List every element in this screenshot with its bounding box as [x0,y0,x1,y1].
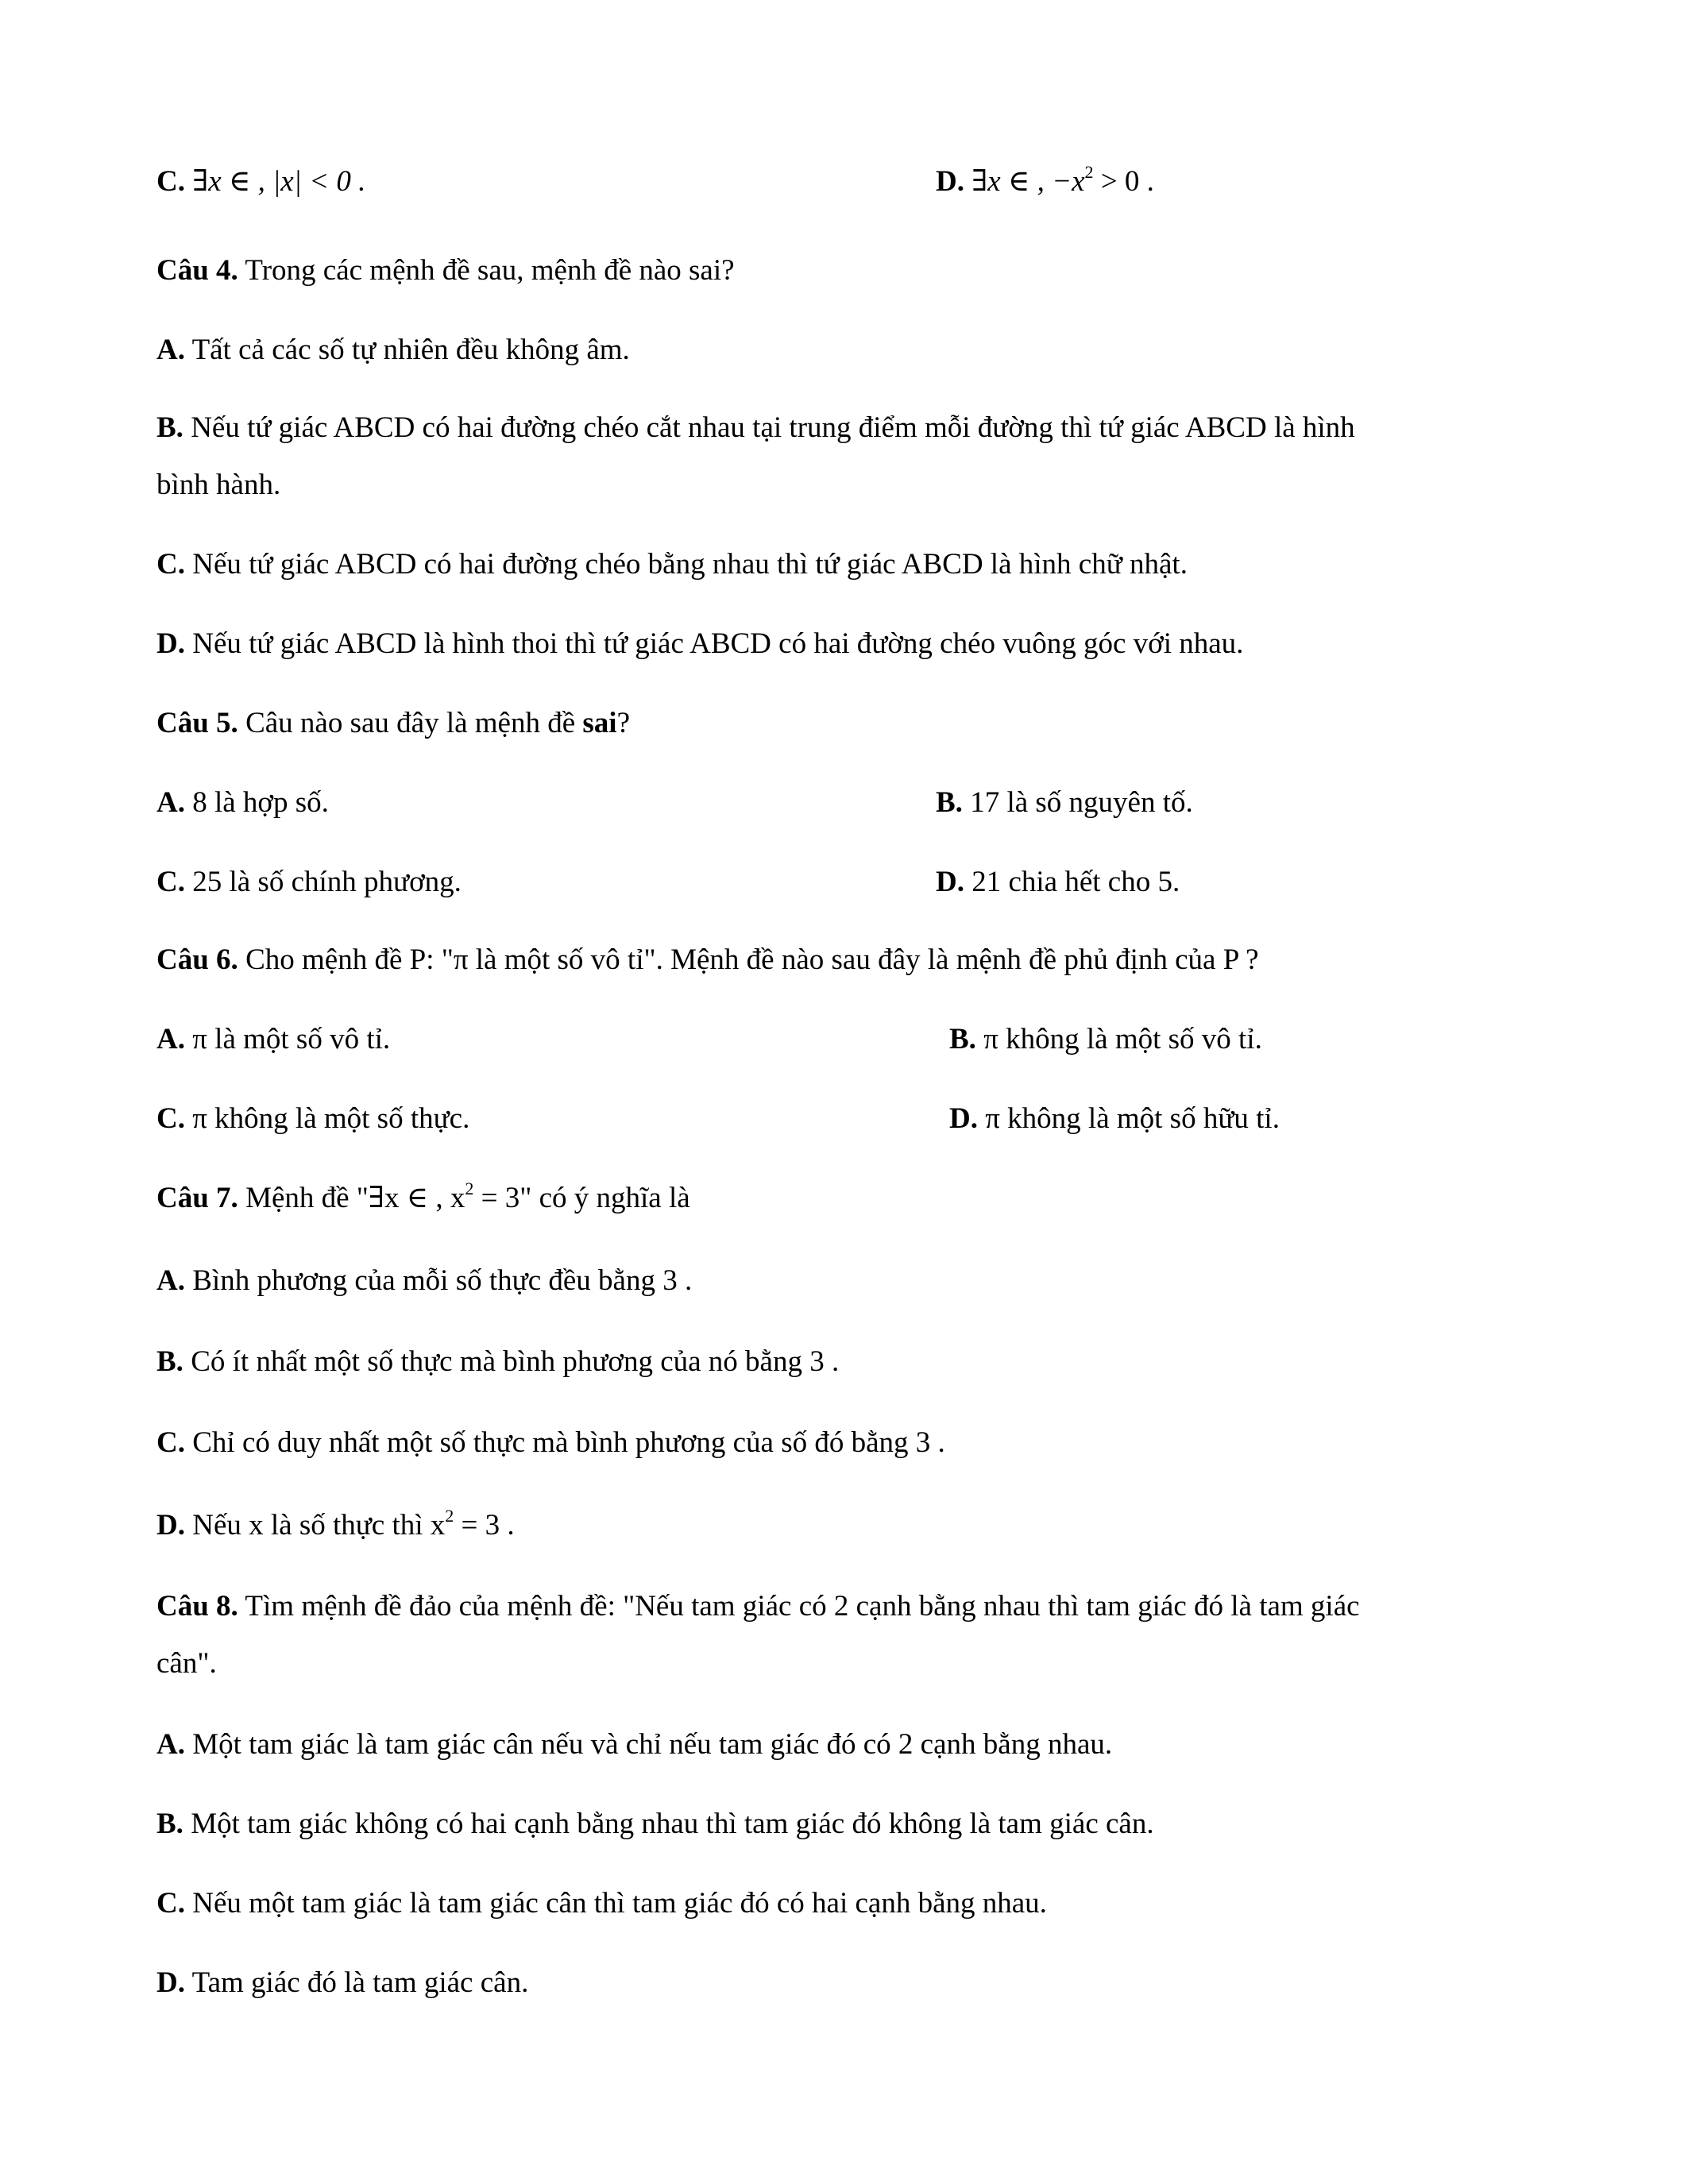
option-label: B. [936,786,963,819]
option-text-continued: bình hành. [156,469,281,501]
option-label: B. [156,1808,183,1840]
option-label: C. [156,1426,185,1459]
q4-option-b [156,410,1539,446]
q8-option-a [156,1727,1539,1763]
option-label: D. [936,165,964,198]
option-text: ∃x ∈ , |x| < 0 . [192,165,366,198]
question-text-continued: cân". [156,1647,217,1680]
exponent: 2 [465,1179,474,1198]
option-text: Một tam giác không có hai cạnh bằng nhau thì tam giác đó không là tam giác cân. [191,1808,1154,1840]
question-text-post: = 3" có ý nghĩa là [473,1182,690,1214]
option-text: 8 là hợp số. [192,786,329,819]
option-text: 25 là số chính phương. [192,866,462,898]
option-label: C. [156,548,185,581]
q7-option-b [156,1344,1539,1380]
option-label: D. [949,1102,978,1135]
option-label: D. [936,866,964,898]
option-label: D. [156,627,185,660]
question-text: Cho mệnh đề P: "π là một số vô tỉ". Mệnh đề nào sau đây là mệnh đề phủ định của P ? [245,943,1259,976]
option-text: Có ít nhất một số thực mà bình phương của nó bằng 3 . [191,1345,840,1378]
question-text-pre: Câu nào sau đây là mệnh đề [245,707,583,739]
q7-stem [156,1180,1539,1217]
option-text: π không là một số hữu tỉ. [985,1102,1280,1135]
option-text-pre: ∃x ∈ , −x [971,165,1085,198]
q4-stem [156,253,1539,289]
q5-option-b [936,785,1688,821]
option-text: Nếu một tam giác là tam giác cân thì tam giác đó có hai cạnh bằng nhau. [192,1887,1047,1920]
q4-option-d [156,626,1539,662]
q7-option-a [156,1263,1539,1299]
question-text-post: ? [616,707,631,739]
question-label: Câu 8. [156,1590,238,1623]
option-text: Tam giác đó là tam giác cân. [191,1966,529,1999]
option-label: C. [156,1887,185,1920]
q8-stem [156,1588,1539,1625]
option-label: A. [156,334,185,366]
option-text: Nếu tứ giác ABCD có hai đường chéo cắt nhau tại trung điểm mỗi đường thì tứ giác ABCD là hình [191,411,1355,444]
option-text-post: > 0 . [1093,165,1154,198]
question-label: Câu 6. [156,943,238,976]
question-text: Tìm mệnh đề đảo của mệnh đề: "Nếu tam giác có 2 cạnh bằng nhau thì tam giác đó là tam giác [245,1590,1360,1623]
option-label: C. [156,866,185,898]
q8-option-b [156,1806,1539,1843]
option-label: A. [156,786,185,819]
q4-option-a [156,332,1539,369]
q3-option-d [936,164,1688,200]
q8-option-c [156,1885,1539,1922]
q7-option-c [156,1425,1539,1461]
option-label: B. [949,1023,976,1055]
q6-stem [156,942,1539,978]
option-text: π là một số vô tỉ. [192,1023,391,1055]
option-label: B. [156,411,183,444]
option-text: Bình phương của mỗi số thực đều bằng 3 . [192,1264,693,1297]
q7-option-d [156,1507,1539,1544]
q6-option-d [949,1101,1688,1137]
question-text-pre: Mệnh đề "∃x ∈ , x [245,1182,465,1214]
q8-stem-continued [156,1646,1539,1682]
q4-option-c [156,546,1539,583]
option-label: A. [156,1264,185,1297]
question-label: Câu 4. [156,254,238,287]
option-text: Chỉ có duy nhất một số thực mà bình phương của số đó bằng 3 . [192,1426,945,1459]
option-label: D. [156,1509,185,1542]
question-label: Câu 7. [156,1182,238,1214]
option-label: C. [156,165,185,198]
question-text: Trong các mệnh đề sau, mệnh đề nào sai? [245,254,735,287]
option-text: π không là một số vô tỉ. [983,1023,1262,1055]
option-text: Nếu tứ giác ABCD có hai đường chéo bằng nhau thì tứ giác ABCD là hình chữ nhật. [192,548,1188,581]
option-text: 17 là số nguyên tố. [970,786,1193,819]
q4-option-b-continued [156,467,1539,504]
q8-option-d [156,1965,1539,2001]
option-label: C. [156,1102,185,1135]
option-label: A. [156,1023,185,1055]
q5-option-d [936,864,1688,901]
option-text: 21 chia hết cho 5. [971,866,1180,898]
option-label: A. [156,1728,185,1761]
question-label: Câu 5. [156,707,238,739]
question-text-emphasis: sai [582,707,617,739]
option-text: Nếu tứ giác ABCD là hình thoi thì tứ giác ABCD có hai đường chéo vuông góc với nhau. [192,627,1244,660]
q6-option-b [949,1021,1688,1058]
option-text: Một tam giác là tam giác cân nếu và chỉ nếu tam giác đó có 2 cạnh bằng nhau. [192,1728,1113,1761]
option-label: B. [156,1345,183,1378]
q5-stem [156,705,1539,742]
option-text-pre: Nếu x là số thực thì x [192,1509,446,1542]
option-text-post: = 3 . [454,1509,515,1542]
exponent: 2 [1084,162,1094,182]
option-text: Tất cả các số tự nhiên đều không âm. [191,334,630,366]
option-label: D. [156,1966,185,1999]
option-text: π không là một số thực. [192,1102,470,1135]
exponent: 2 [445,1506,454,1526]
